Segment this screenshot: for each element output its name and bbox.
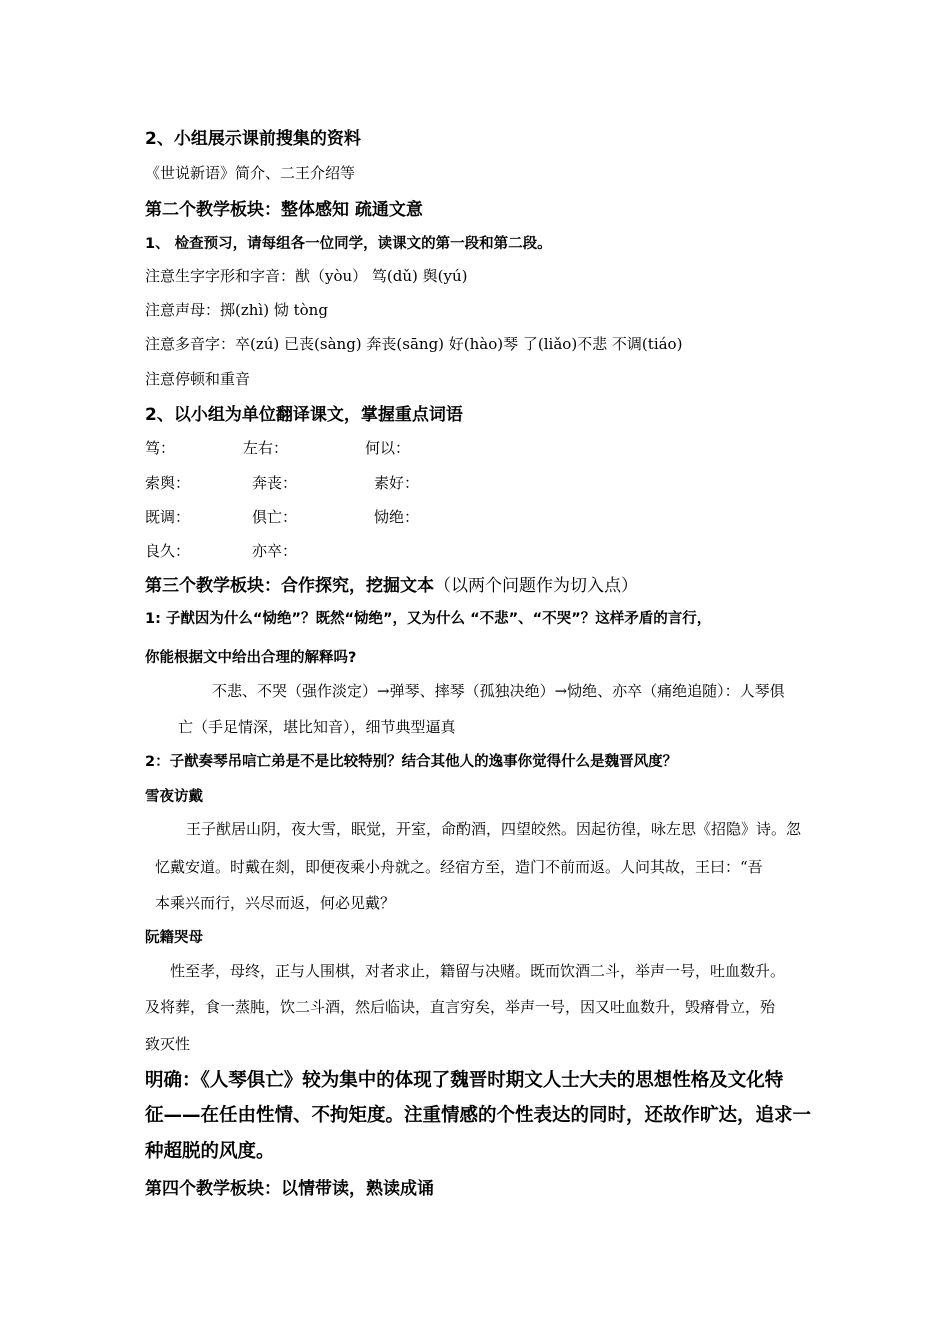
block-heading: 第二个教学板块：整体感知 疏通文意 <box>145 200 423 220</box>
vocab-term: 索舆： <box>145 474 191 492</box>
story-text: 性至孝，母终，正与人围棋，对者求止，籍留与决赌。既而饮酒二斗，举声一号，吐血数升。 <box>170 962 786 980</box>
block-heading <box>145 571 638 596</box>
polyphone-note: 注意多音字：卒(zú) 已丧(sàng) 奔丧(sāng) 好(hào)琴 了(liǎo)不悲 不调(tiáo) <box>145 335 683 353</box>
vocab-term: 笃： <box>145 439 176 457</box>
vocab-term: 俱亡： <box>252 508 298 526</box>
vocab-term: 既调： <box>145 508 191 526</box>
question-2: 2：子猷奏琴吊唁亡弟是不是比较特别？结合其他人的逸事你觉得什么是魏晋风度？ <box>145 754 678 770</box>
question-1-cont: 你能根据文中给出合理的解释吗? <box>145 650 357 666</box>
story-text: 忆戴安道。时戴在剡，即便夜乘小舟就之。经宿方至，造门不前而返。人问其故，王曰：“吾 <box>155 858 763 876</box>
vocab-term: 何以： <box>365 439 411 457</box>
answer-1-cont: 亡（手足情深，堪比知音），细节典型逼真 <box>178 718 456 736</box>
block-heading-title: 第三个教学板块：合作探究，挖掘文本 <box>145 576 434 596</box>
answer-1: 不悲、不哭（强作淡定）→弹琴、摔琴（孤独决绝）→恸绝、亦卒（痛绝追随）：人琴俱 <box>212 682 785 700</box>
vocab-term: 素好： <box>374 474 420 492</box>
initials-note: 注意声母：掷(zhì) 恸 tòng <box>145 301 328 319</box>
block-heading-note: （以两个问题作为切入点） <box>434 576 638 596</box>
story-text: 王子猷居山阴，夜大雪，眠觉，开室，命酌酒，四望皎然。因起彷徨，咏左思《招隐》诗。忽 <box>186 820 802 838</box>
vocab-term: 良久： <box>145 542 191 560</box>
conclusion: 征——在任由性情、不拘矩度。注重情感的个性表达的同时，还故作旷达，追求一 <box>145 1105 812 1126</box>
vocab-term: 亦卒： <box>252 542 298 560</box>
body-text: 《世说新语》简介、二王介绍等 <box>145 164 356 182</box>
conclusion: 种超脱的风度。 <box>145 1141 275 1162</box>
story-text: 及将葬，食一蒸肫，饮二斗酒，然后临诀，直言穷矣，举声一号，因又吐血数升，毁瘠骨立，殆 <box>145 998 776 1016</box>
story-title: 雪夜访戴 <box>145 789 203 805</box>
vocab-term: 恸绝： <box>374 508 420 526</box>
question-1: 1: 子猷因为什么“恸绝”？既然“恸绝”，又为什么 “不悲”、“不哭”？这样矛盾的言行， <box>145 611 712 627</box>
pause-note: 注意停顿和重音 <box>145 370 251 388</box>
story-text: 致灭性 <box>145 1035 191 1053</box>
conclusion: 明确：《人琴俱亡》较为集中的体现了魏晋时期文人士大夫的思想性格及文化特 <box>145 1070 784 1091</box>
task-item: 1、 检查预习，请每组各一位同学，读课文的第一段和第二段。 <box>145 236 552 252</box>
section-heading: 2、小组展示课前搜集的资料 <box>145 129 361 149</box>
story-title: 阮籍哭母 <box>145 930 203 946</box>
task-heading: 2、以小组为单位翻译课文，掌握重点词语 <box>145 405 463 425</box>
vocab-term: 左右： <box>243 439 289 457</box>
story-text: 本乘兴而行，兴尽而返，何必见戴？ <box>155 894 396 912</box>
vocab-term: 奔丧： <box>252 474 298 492</box>
block-heading: 第四个教学板块：以情带读，熟读成诵 <box>145 1179 434 1199</box>
pronunciation-note: 注意生字字形和字音：猷（yòu） 笃(dǔ) 舆(yú) <box>145 267 468 285</box>
